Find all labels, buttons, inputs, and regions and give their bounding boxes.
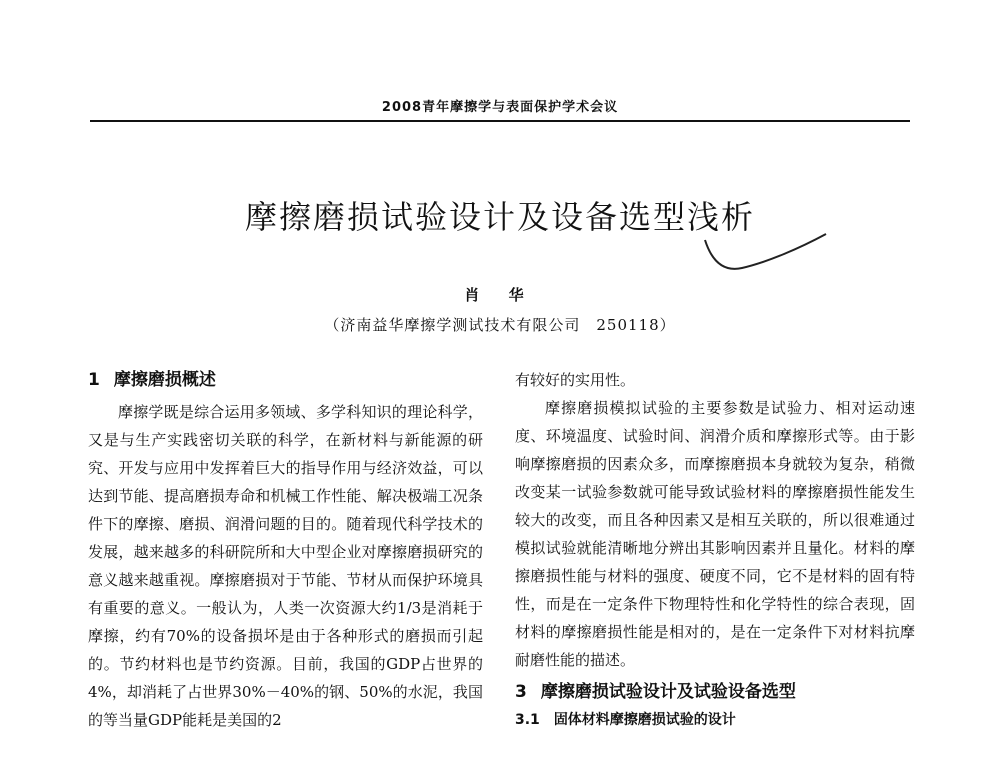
subsection-number: 3.1	[515, 712, 540, 728]
author-affiliation: （济南益华摩擦学测试技术有限公司 250118）	[324, 316, 676, 334]
section-title: 摩擦磨损概述	[113, 370, 216, 390]
section-title: 摩擦磨损试验设计及试验设备选型	[540, 682, 796, 702]
section-3-heading	[515, 678, 915, 706]
right-column	[515, 366, 915, 734]
article-title: 摩擦磨损试验设计及设备选型浅析	[244, 198, 755, 236]
running-header: 2008青年摩擦学与表面保护学术会议	[381, 100, 619, 115]
section-1-heading	[88, 366, 483, 394]
subsection-3-1-heading	[515, 706, 915, 734]
section-number: 1	[88, 370, 100, 390]
author-name: 肖 华	[464, 286, 536, 304]
left-column	[88, 366, 483, 734]
subsection-title: 固体材料摩擦磨损试验的设计	[553, 712, 736, 728]
section-number: 3	[515, 682, 527, 702]
body-paragraph: 摩擦磨损模拟试验的主要参数是试验力、相对运动速度、环境温度、试验时间、润滑介质和摩擦形式等。由于影响摩擦磨损的因素众多，而摩擦磨损本身就较为复杂，稍微改变某一试验参数就可能导致试验材料的摩擦磨损性能发生较大的改变，而且各种因素又是相互关联的，所以很难通过模拟试验就能清晰地分辨出其影响因素并且量化。材料的摩擦磨损性能与材料的强度、硬度不同，它不是材料的固有特性，而是在一定条件下物理特性和化学特性的综合表现，固材料的摩擦磨损性能是相对的，是在一定条件下对材料抗摩耐磨性能的描述。	[515, 399, 915, 669]
body-paragraph: 摩擦学既是综合运用多领域、多学科知识的理论科学，又是与生产实践密切关联的科学，在新材料与新能源的研究、开发与应用中发挥着巨大的指导作用与经济效益，可以达到节能、提高磨损寿命和机械工作性能、解决极端工况条件下的摩擦、磨损、润滑问题的目的。随着现代科学技术的发展，越来越多的科研院所和大中型企业对摩擦磨损研究的意义越来越重视。摩擦磨损对于节能、节材从而保护环境具有重要的意义。一般认为，人类一次资源大约1/3是消耗于摩擦，约有70%的设备损坏是由于各种形式的磨损而引起的。节约材料也是节约资源。目前，我国的GDP占世界的4%，却消耗了占世界30%－40%的钢、50%的水泥，我国的等当量GDP能耗是美国的2	[88, 403, 483, 729]
paragraph-continuation: 有较好的实用性。	[515, 371, 636, 389]
